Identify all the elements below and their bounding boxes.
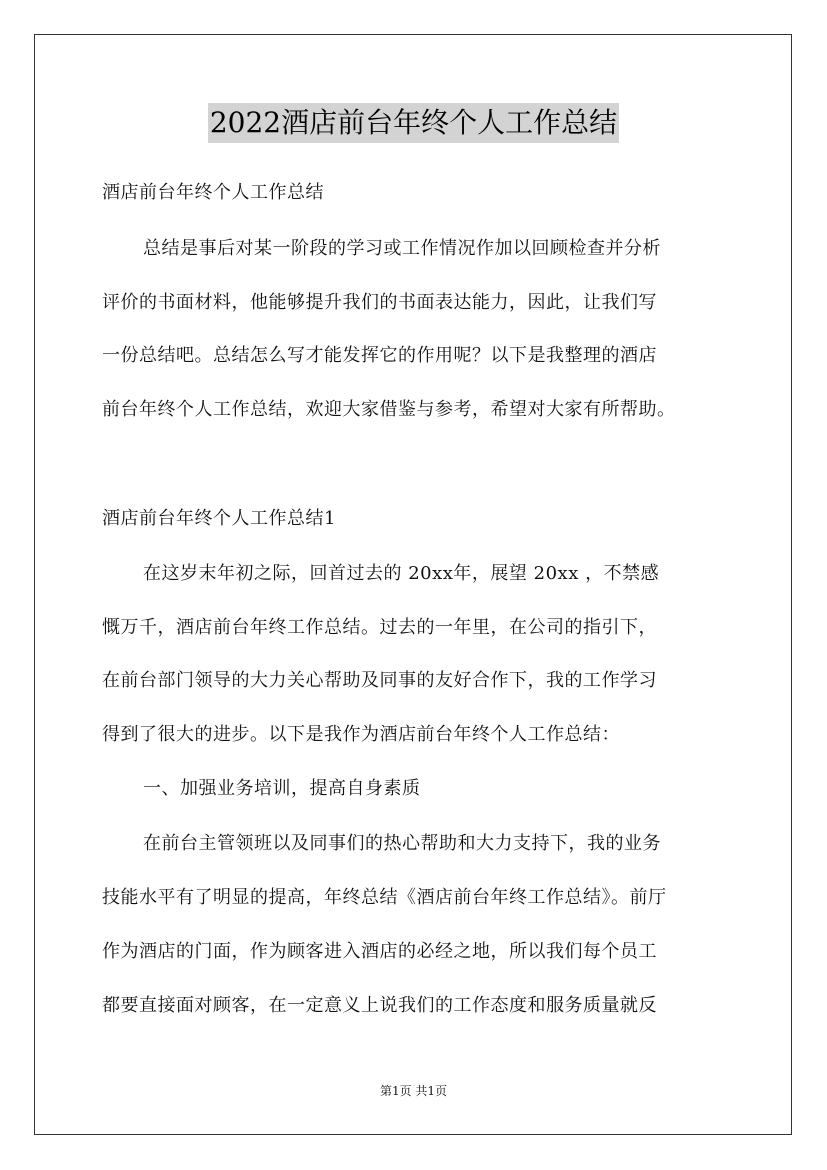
document-title: 2022酒店前台年终个人工作总结 [208,103,619,143]
paragraph-line: 在这岁末年初之际，回首过去的 20xx年，展望 20xx ，不禁感 [143,563,660,584]
paragraph-line: 总结是事后对某一阶段的学习或工作情况作加以回顾检查并分析 [143,238,661,259]
paragraph-line: 前台年终个人工作总结，欢迎大家借鉴与参考，希望对大家有所帮助。 [102,399,676,420]
paragraph-line: 评价的书面材料，他能够提升我们的书面表达能力，因此，让我们写 [102,292,657,313]
subsection-heading: 一、加强业务培训，提高自身素质 [143,778,421,799]
paragraph-line: 技能水平有了明显的提高，年终总结《酒店前台年终工作总结》。前厅 [102,887,667,908]
paragraph-line: 得到了很大的进步。以下是我作为酒店前台年终个人工作总结： [102,724,620,745]
paragraph-line: 都要直接面对顾客，在一定意义上说我们的工作态度和服务质量就反 [102,995,657,1016]
paragraph-line: 在前台部门领导的大力关心帮助及同事的友好合作下，我的工作学习 [102,670,657,691]
section-heading: 酒店前台年终个人工作总结1 [102,508,336,529]
paragraph-line: 慨万千，酒店前台年终工作总结。过去的一年里，在公司的指引下， [102,617,657,638]
section-heading: 酒店前台年终个人工作总结 [102,182,324,203]
page-footer: 第1页 共1页 [379,1084,448,1098]
paragraph-line: 作为酒店的门面，作为顾客进入酒店的必经之地，所以我们每个员工 [102,941,657,962]
paragraph-line: 一份总结吧。总结怎么写才能发挥它的作用呢？以下是我整理的酒店 [102,345,657,366]
paragraph-line: 在前台主管领班以及同事们的热心帮助和大力支持下，我的业务 [143,833,661,854]
document-title-wrap [0,103,827,143]
